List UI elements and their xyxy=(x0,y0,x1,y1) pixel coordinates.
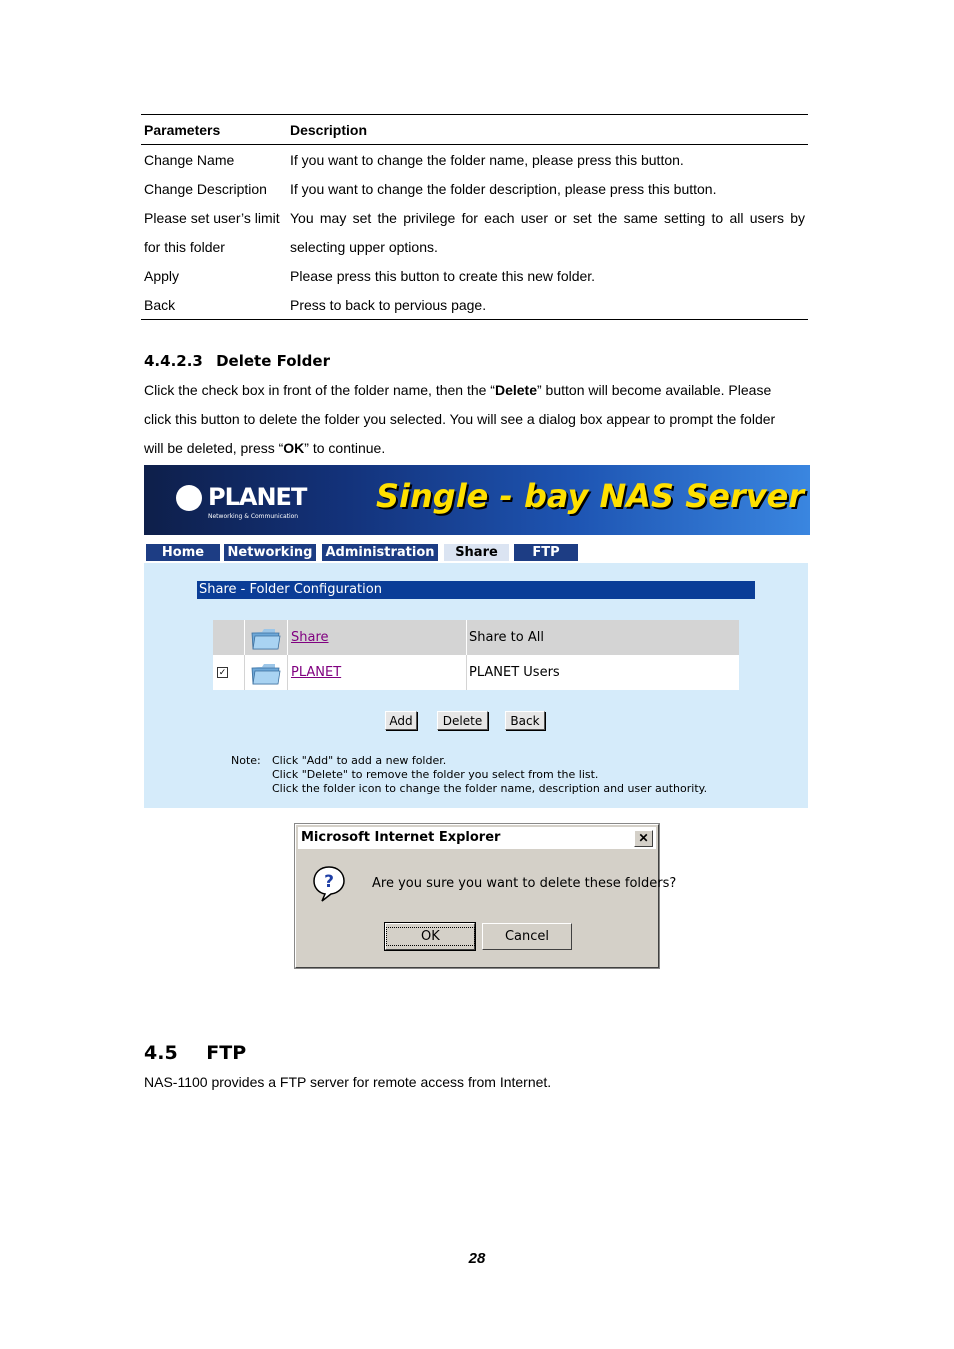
folder-desc-cell xyxy=(467,620,739,655)
nas-ui-screenshot xyxy=(144,465,810,808)
logo-subtext: Networking & Communication xyxy=(208,513,299,520)
tab-ftp[interactable]: FTP xyxy=(514,544,578,561)
folder-description: Share to All xyxy=(469,630,544,645)
section-heading-ftp xyxy=(144,1042,246,1064)
tab-share[interactable]: Share xyxy=(444,544,509,561)
logo-text: PLANET xyxy=(208,483,307,511)
param-cell: Change Description xyxy=(144,180,267,197)
close-icon[interactable]: ✕ xyxy=(634,830,653,847)
note-label: Note: xyxy=(231,754,261,767)
note-line: Click the folder icon to change the folder name, description and user authority. xyxy=(272,782,708,795)
section-title: FTP xyxy=(206,1042,247,1064)
table-row xyxy=(141,145,808,175)
table-row xyxy=(141,261,808,290)
folder-row xyxy=(213,620,739,655)
param-cell: Apply xyxy=(144,267,180,284)
delete-button[interactable]: Delete xyxy=(437,711,488,730)
checkbox-cell xyxy=(213,620,245,655)
back-button[interactable]: Back xyxy=(505,711,545,730)
dialog-titlebar xyxy=(298,827,656,849)
table-row xyxy=(141,203,808,232)
param-cell: Please set user’s limit xyxy=(144,209,280,226)
planet-logo-icon xyxy=(176,485,202,511)
folder-icon[interactable] xyxy=(251,661,281,685)
ok-label: OK xyxy=(386,927,475,946)
folder-name-cell xyxy=(288,620,467,655)
folder-checkbox[interactable]: ✓ xyxy=(218,667,227,677)
folder-icon[interactable] xyxy=(251,626,281,650)
parameters-table xyxy=(141,114,808,320)
desc-cell: Press to back to pervious page. xyxy=(290,296,487,313)
desc-cell: If you want to change the folder name, please press this button. xyxy=(290,151,684,168)
header-description: Description xyxy=(287,115,808,145)
folder-name-link[interactable]: Share xyxy=(291,630,329,645)
param-cell: Change Name xyxy=(144,151,235,168)
svg-text:?: ? xyxy=(324,872,334,892)
table-row xyxy=(141,290,808,320)
desc-cell: Please press this button to create this new folder. xyxy=(290,267,596,284)
folder-icon-cell[interactable] xyxy=(245,620,288,655)
header-parameters: Parameters xyxy=(141,115,287,145)
folder-icon-cell[interactable] xyxy=(245,655,288,690)
desc-cell: You may set the privilege for each user or set the same setting to all users by xyxy=(290,209,805,226)
ftp-paragraph: NAS-1100 provides a FTP server for remote access from Internet. xyxy=(144,1074,552,1090)
desc-cell: If you want to change the folder description, please press this button. xyxy=(290,180,717,197)
cancel-button[interactable]: Cancel xyxy=(482,923,572,950)
note-line: Click "Delete" to remove the folder you select from the list. xyxy=(272,768,599,781)
dialog-message: Are you sure you want to delete these folders? xyxy=(372,876,677,891)
tab-home[interactable]: Home xyxy=(146,544,220,561)
param-cell: for this folder xyxy=(144,238,225,255)
folder-name-cell xyxy=(288,655,467,690)
panel-title: Share - Folder Configuration xyxy=(197,581,755,599)
note-line: Click "Add" to add a new folder. xyxy=(272,754,447,767)
text-run: ” to continue. xyxy=(304,440,386,456)
table-row xyxy=(141,174,808,203)
section-number: 4.5 xyxy=(144,1042,178,1064)
text-run: ” button will become available. Please xyxy=(537,382,772,398)
tab-administration[interactable]: Administration xyxy=(322,544,438,561)
ok-button[interactable] xyxy=(385,923,475,950)
body-paragraph xyxy=(144,376,808,463)
text-run-bold: OK xyxy=(283,440,305,456)
question-icon xyxy=(312,865,346,903)
section-number: 4.4.2.3 xyxy=(144,352,203,370)
section-title: Delete Folder xyxy=(216,352,330,370)
text-run: Click the check box in front of the folder name, then the “ xyxy=(144,382,495,398)
dialog-title: Microsoft Internet Explorer xyxy=(301,830,501,845)
text-run: click this button to delete the folder you selected. You will see a dialog box appear to prompt the folder xyxy=(144,411,776,427)
text-run: will be deleted, press “ xyxy=(144,440,284,456)
folder-description: PLANET Users xyxy=(469,665,560,680)
nas-title: Single - bay NAS Server xyxy=(376,477,805,515)
content-panel xyxy=(144,563,808,808)
folder-row xyxy=(213,655,739,690)
section-heading-delete-folder xyxy=(144,352,330,370)
text-run-bold: Delete xyxy=(494,382,537,398)
nas-banner xyxy=(144,465,810,535)
desc-cell: selecting upper options. xyxy=(290,238,438,255)
folder-desc-cell xyxy=(467,655,739,690)
add-button[interactable]: Add xyxy=(385,711,417,730)
folder-name-link[interactable]: PLANET xyxy=(291,665,342,680)
confirm-dialog xyxy=(295,824,677,968)
checkbox-cell xyxy=(213,655,245,690)
table-header-row xyxy=(141,115,808,145)
tab-networking[interactable]: Networking xyxy=(224,544,316,561)
param-cell: Back xyxy=(144,296,176,313)
table-row xyxy=(141,232,808,261)
page-number: 28 xyxy=(468,1250,486,1267)
